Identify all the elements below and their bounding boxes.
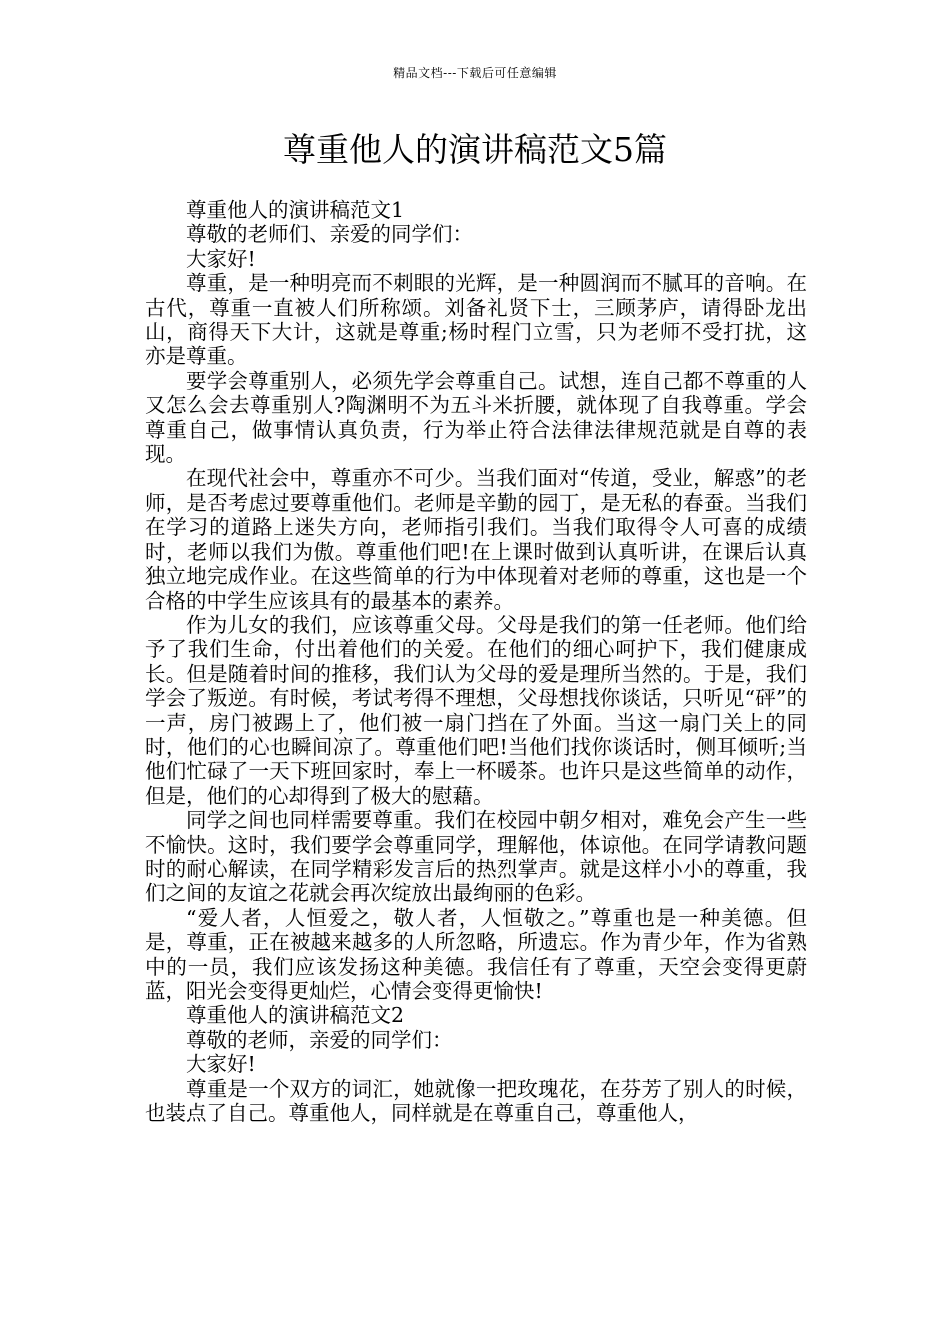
salutation: 尊敬的老师们、亲爱的同学们： xyxy=(186,222,473,247)
paragraph: 尊重，是一种明亮而不刺眼的光辉，是一种圆润而不腻耳的音响。在古代，尊重一直被人们所称颂。刘备礼贤下士，三顾茅庐，请得卧龙出山，商得天下大计，这就是尊重;杨时程门立雪，只为老师不受打扰，这亦是尊重。 xyxy=(145,271,807,369)
paragraph: 尊重是一个双方的词汇，她就像一把玫瑰花，在芬芳了别人的时候，也装点了自己。尊重他人，同样就是在尊重自己，尊重他人， xyxy=(145,1076,807,1126)
page-header: 精品文档---下载后可任意编辑 xyxy=(393,66,557,80)
paragraph: 同学之间也同样需要尊重。我们在校园中朝夕相对，难免会产生一些不愉快。这时，我们要学会尊重同学，理解他，体谅他。在同学请教问题时的耐心解读，在同学精彩发言后的热烈掌声。就是这样小小的尊重，我们之间的友谊之花就会再次绽放出最绚丽的色彩。 xyxy=(145,808,807,906)
document-title: 尊重他人的演讲稿范文5篇 xyxy=(283,130,667,169)
section-heading: 尊重他人的演讲稿范文1 xyxy=(186,198,405,222)
paragraph: 作为儿女的我们，应该尊重父母。父母是我们的第一任老师。他们给予了我们生命，付出着他们的关爱。在他们的细心呵护下，我们健康成长。但是随着时间的推移，我们认为父母的爱是理所当然的。于是，我们学会了叛逆。有时候，考试考得不理想，父母想找你谈话，只听见“砰”的一声，房门被踢上了，他们被一扇门挡在了外面。当这一扇门关上的同时，他们的心也瞬间凉了。尊重他们吧!当他们找你谈话时，侧耳倾听;当他们忙碌了一天下班回家时，奉上一杯暖茶。也许只是这些简单的动作，但是，他们的心却得到了极大的慰藉。 xyxy=(145,612,807,808)
section-heading: 尊重他人的演讲稿范文2 xyxy=(186,1003,405,1028)
salutation: 尊敬的老师，亲爱的同学们： xyxy=(186,1027,453,1052)
paragraph: 要学会尊重别人，必须先学会尊重自己。试想，连自己都不尊重的人又怎么会去尊重别人?陶渊明不为五斗米折腰，就体现了自我尊重。学会尊重自己，做事情认真负责，行为举止符合法律法律规范就是自尊的表现。 xyxy=(145,368,807,467)
greeting: 大家好! xyxy=(186,246,256,271)
greeting: 大家好! xyxy=(186,1052,256,1077)
paragraph: “爱人者，人恒爱之，敬人者，人恒敬之。”尊重也是一种美德。但是，尊重，正在被越来越多的人所忽略，所遗忘。作为青少年，作为省熟中的一员，我们应该发扬这种美德。我信任有了尊重，天空会变得更蔚蓝，阳光会变得更灿烂，心情会变得更愉快! xyxy=(145,905,807,1003)
paragraph: 在现代社会中，尊重亦不可少。当我们面对“传道，受业，解惑”的老师，是否考虑过要尊重他们。老师是辛勤的园丁，是无私的春蚕。当我们在学习的道路上迷失方向，老师指引我们。当我们取得令人可喜的成绩时，老师以我们为傲。尊重他们吧!在上课时做到认真听讲，在课后认真独立地完成作业。在这些简单的行为中体现着对老师的尊重，这也是一个合格的中学生应该具有的最基本的素养。 xyxy=(145,466,807,613)
document-body xyxy=(145,198,807,1125)
